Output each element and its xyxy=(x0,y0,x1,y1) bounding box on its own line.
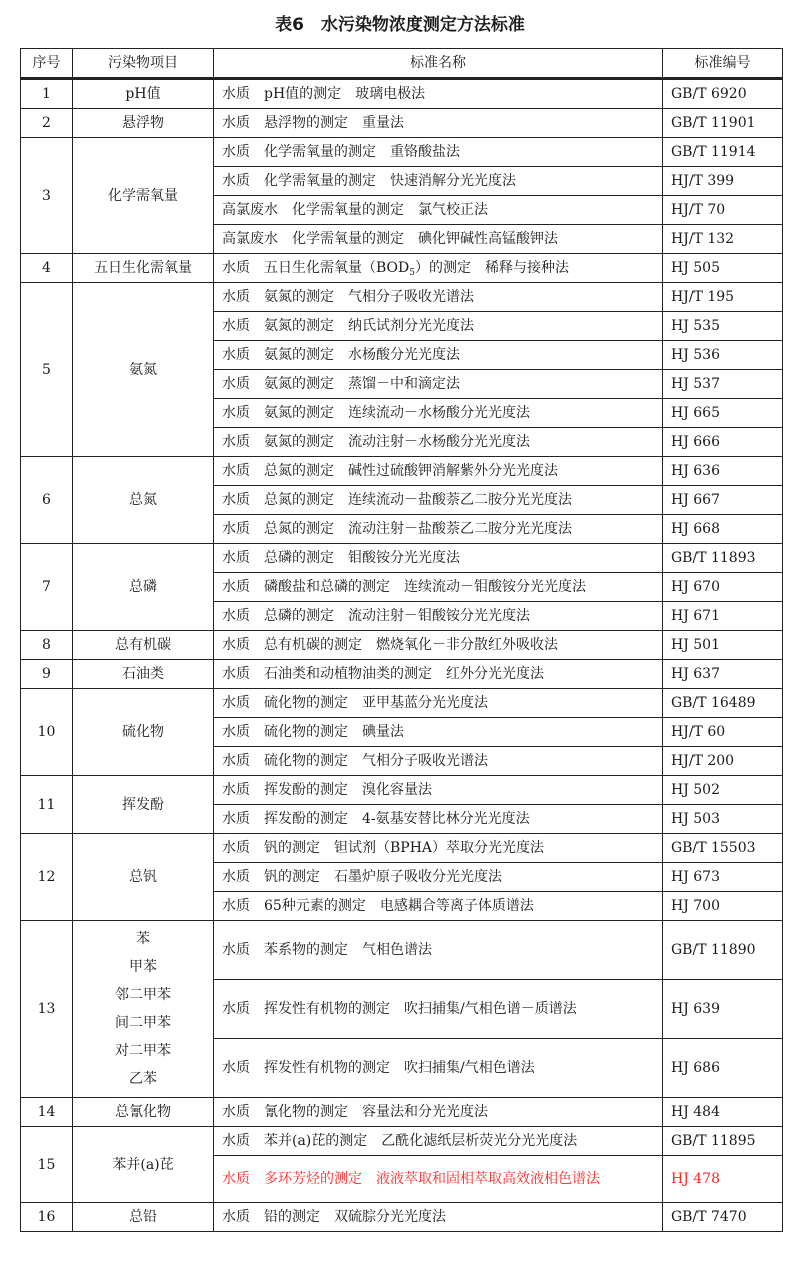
row-number: 5 xyxy=(21,283,73,457)
table-row xyxy=(21,1098,783,1127)
standard-name: 水质 铅的测定 双硫腙分光光度法 xyxy=(214,1203,663,1232)
standard-name: 水质 挥发酚的测定 溴化容量法 xyxy=(214,776,663,805)
pollutant-item: 氨氮 xyxy=(73,283,214,457)
pollutant-item: 总氮 xyxy=(73,457,214,544)
pollutant-item: 总铅 xyxy=(73,1203,214,1232)
standard-name: 水质 硫化物的测定 碘量法 xyxy=(214,718,663,747)
standard-code: HJ/T 132 xyxy=(663,225,783,254)
pollutant-item: 苯并(a)芘 xyxy=(73,1127,214,1203)
pollutant-item: 总有机碳 xyxy=(73,631,214,660)
row-number: 1 xyxy=(21,79,73,109)
table-row xyxy=(21,138,783,167)
table-row xyxy=(21,660,783,689)
table-row xyxy=(21,689,783,718)
standard-code: GB/T 11914 xyxy=(663,138,783,167)
pollutant-item: 挥发酚 xyxy=(73,776,214,834)
standard-code: HJ 668 xyxy=(663,515,783,544)
standard-code: GB/T 16489 xyxy=(663,689,783,718)
pollutant-item-line: 苯 xyxy=(136,931,150,947)
standard-code: HJ 667 xyxy=(663,486,783,515)
table-row xyxy=(21,544,783,573)
table-row xyxy=(21,283,783,312)
table-row xyxy=(21,79,783,109)
table-row xyxy=(21,776,783,805)
pollutant-item: 总氰化物 xyxy=(73,1098,214,1127)
subscript: 5 xyxy=(409,268,415,278)
row-number: 12 xyxy=(21,834,73,921)
standard-code: HJ/T 200 xyxy=(663,747,783,776)
standard-code: HJ 502 xyxy=(663,776,783,805)
row-number: 7 xyxy=(21,544,73,631)
row-number: 2 xyxy=(21,109,73,138)
header-name: 标准名称 xyxy=(214,49,663,79)
standard-code: HJ 665 xyxy=(663,399,783,428)
standard-name: 水质 总磷的测定 钼酸铵分光光度法 xyxy=(214,544,663,573)
row-number: 16 xyxy=(21,1203,73,1232)
table-row xyxy=(21,921,783,980)
row-number: 4 xyxy=(21,254,73,283)
standard-code: HJ 501 xyxy=(663,631,783,660)
standard-code: HJ/T 195 xyxy=(663,283,783,312)
pollutant-item-line: 邻二甲苯 xyxy=(115,987,171,1003)
standard-name: 水质 钒的测定 钽试剂（BPHA）萃取分光光度法 xyxy=(214,834,663,863)
standard-name: 水质 氨氮的测定 蒸馏－中和滴定法 xyxy=(214,370,663,399)
standard-code: GB/T 11893 xyxy=(663,544,783,573)
standard-name: 水质 总磷的测定 流动注射－钼酸铵分光光度法 xyxy=(214,602,663,631)
standard-code: HJ 503 xyxy=(663,805,783,834)
standard-name-part: 水质 五日生化需氧量（BOD xyxy=(222,260,410,276)
standard-name: 水质 石油类和动植物油类的测定 红外分光光度法 xyxy=(214,660,663,689)
standard-name: 水质 总有机碳的测定 燃烧氧化－非分散红外吸收法 xyxy=(214,631,663,660)
row-number: 11 xyxy=(21,776,73,834)
standard-code: HJ 673 xyxy=(663,863,783,892)
standard-name: 水质 挥发性有机物的测定 吹扫捕集/气相色谱－质谱法 xyxy=(214,980,663,1039)
table-row xyxy=(21,1203,783,1232)
pollutant-item: 总钒 xyxy=(73,834,214,921)
table-body xyxy=(21,79,783,1232)
standard-code: GB/T 6920 xyxy=(663,79,783,109)
standard-code: HJ/T 60 xyxy=(663,718,783,747)
standard-code: HJ 636 xyxy=(663,457,783,486)
standard-code: HJ 666 xyxy=(663,428,783,457)
standard-name: 水质 苯系物的测定 气相色谱法 xyxy=(214,921,663,980)
pollutant-item: 总磷 xyxy=(73,544,214,631)
row-number: 3 xyxy=(21,138,73,254)
standard-code: HJ 505 xyxy=(663,254,783,283)
standard-code: HJ 478 xyxy=(663,1156,783,1203)
standard-name: 水质 苯并(a)芘的测定 乙酰化滤纸层析荧光分光光度法 xyxy=(214,1127,663,1156)
pollutant-item: 石油类 xyxy=(73,660,214,689)
pollutant-item-line: 间二甲苯 xyxy=(115,1015,171,1031)
standard-name: 水质 pH值的测定 玻璃电极法 xyxy=(214,79,663,109)
standard-code: HJ 637 xyxy=(663,660,783,689)
pollutant-item-line: 甲苯 xyxy=(129,959,157,975)
row-number: 6 xyxy=(21,457,73,544)
table-title: 表6 水污染物浓度测定方法标准 xyxy=(275,15,525,35)
standard-name: 水质 65种元素的测定 电感耦合等离子体质谱法 xyxy=(214,892,663,921)
standard-code: HJ 671 xyxy=(663,602,783,631)
standard-name: 水质 悬浮物的测定 重量法 xyxy=(214,109,663,138)
standard-code: HJ 700 xyxy=(663,892,783,921)
standard-name: 水质 化学需氧量的测定 重铬酸盐法 xyxy=(214,138,663,167)
row-number: 8 xyxy=(21,631,73,660)
standard-name: 水质 氨氮的测定 连续流动－水杨酸分光光度法 xyxy=(214,399,663,428)
standard-name: 高氯废水 化学需氧量的测定 氯气校正法 xyxy=(214,196,663,225)
standard-name: 水质 总氮的测定 碱性过硫酸钾消解紫外分光光度法 xyxy=(214,457,663,486)
table-row xyxy=(21,631,783,660)
row-number: 13 xyxy=(21,921,73,1098)
standard-code: HJ 535 xyxy=(663,312,783,341)
row-number: 15 xyxy=(21,1127,73,1203)
standard-name xyxy=(214,254,663,283)
standards-table xyxy=(20,48,783,1232)
standard-code: GB/T 11890 xyxy=(663,921,783,980)
standard-name: 水质 钒的测定 石墨炉原子吸收分光光度法 xyxy=(214,863,663,892)
row-number: 9 xyxy=(21,660,73,689)
standard-name: 水质 多环芳烃的测定 液液萃取和固相萃取高效液相色谱法 xyxy=(214,1156,663,1203)
standard-name: 水质 氨氮的测定 水杨酸分光光度法 xyxy=(214,341,663,370)
table-row xyxy=(21,109,783,138)
standard-name: 水质 氨氮的测定 流动注射－水杨酸分光光度法 xyxy=(214,428,663,457)
table-row xyxy=(21,1127,783,1156)
standard-name: 水质 总氮的测定 连续流动－盐酸萘乙二胺分光光度法 xyxy=(214,486,663,515)
standard-name: 水质 化学需氧量的测定 快速消解分光光度法 xyxy=(214,167,663,196)
standard-name: 水质 氰化物的测定 容量法和分光光度法 xyxy=(214,1098,663,1127)
standard-name: 水质 挥发酚的测定 4-氨基安替比林分光光度法 xyxy=(214,805,663,834)
standard-code: GB/T 7470 xyxy=(663,1203,783,1232)
standard-code: HJ/T 399 xyxy=(663,167,783,196)
standard-code: HJ 537 xyxy=(663,370,783,399)
standard-code: GB/T 11895 xyxy=(663,1127,783,1156)
pollutant-item: 五日生化需氧量 xyxy=(73,254,214,283)
row-number: 10 xyxy=(21,689,73,776)
pollutant-item-line: 对二甲苯 xyxy=(115,1043,171,1059)
pollutant-item: pH值 xyxy=(73,79,214,109)
standard-code: HJ 670 xyxy=(663,573,783,602)
standard-code: HJ 686 xyxy=(663,1039,783,1098)
standard-code: GB/T 15503 xyxy=(663,834,783,863)
standard-name: 水质 氨氮的测定 气相分子吸收光谱法 xyxy=(214,283,663,312)
standard-name-part: ）的测定 稀释与接种法 xyxy=(414,260,569,276)
standard-name: 水质 氨氮的测定 纳氏试剂分光光度法 xyxy=(214,312,663,341)
table-row xyxy=(21,457,783,486)
standard-name: 水质 总氮的测定 流动注射－盐酸萘乙二胺分光光度法 xyxy=(214,515,663,544)
pollutant-item-line: 乙苯 xyxy=(129,1071,157,1087)
header-code: 标准编号 xyxy=(663,49,783,79)
standard-name: 水质 硫化物的测定 气相分子吸收光谱法 xyxy=(214,747,663,776)
pollutant-item: 悬浮物 xyxy=(73,109,214,138)
pollutant-item: 硫化物 xyxy=(73,689,214,776)
header-item: 污染物项目 xyxy=(73,49,214,79)
table-header-row xyxy=(21,49,783,79)
row-number: 14 xyxy=(21,1098,73,1127)
standard-code: GB/T 11901 xyxy=(663,109,783,138)
header-no: 序号 xyxy=(21,49,73,79)
standard-code: HJ/T 70 xyxy=(663,196,783,225)
standard-name: 高氯废水 化学需氧量的测定 碘化钾碱性高锰酸钾法 xyxy=(214,225,663,254)
standard-code: HJ 484 xyxy=(663,1098,783,1127)
table-row xyxy=(21,834,783,863)
pollutant-item xyxy=(73,921,214,1098)
standard-code: HJ 536 xyxy=(663,341,783,370)
standard-name: 水质 硫化物的测定 亚甲基蓝分光光度法 xyxy=(214,689,663,718)
standard-name: 水质 挥发性有机物的测定 吹扫捕集/气相色谱法 xyxy=(214,1039,663,1098)
table-row xyxy=(21,254,783,283)
standard-name: 水质 磷酸盐和总磷的测定 连续流动－钼酸铵分光光度法 xyxy=(214,573,663,602)
pollutant-item: 化学需氧量 xyxy=(73,138,214,254)
standard-code: HJ 639 xyxy=(663,980,783,1039)
